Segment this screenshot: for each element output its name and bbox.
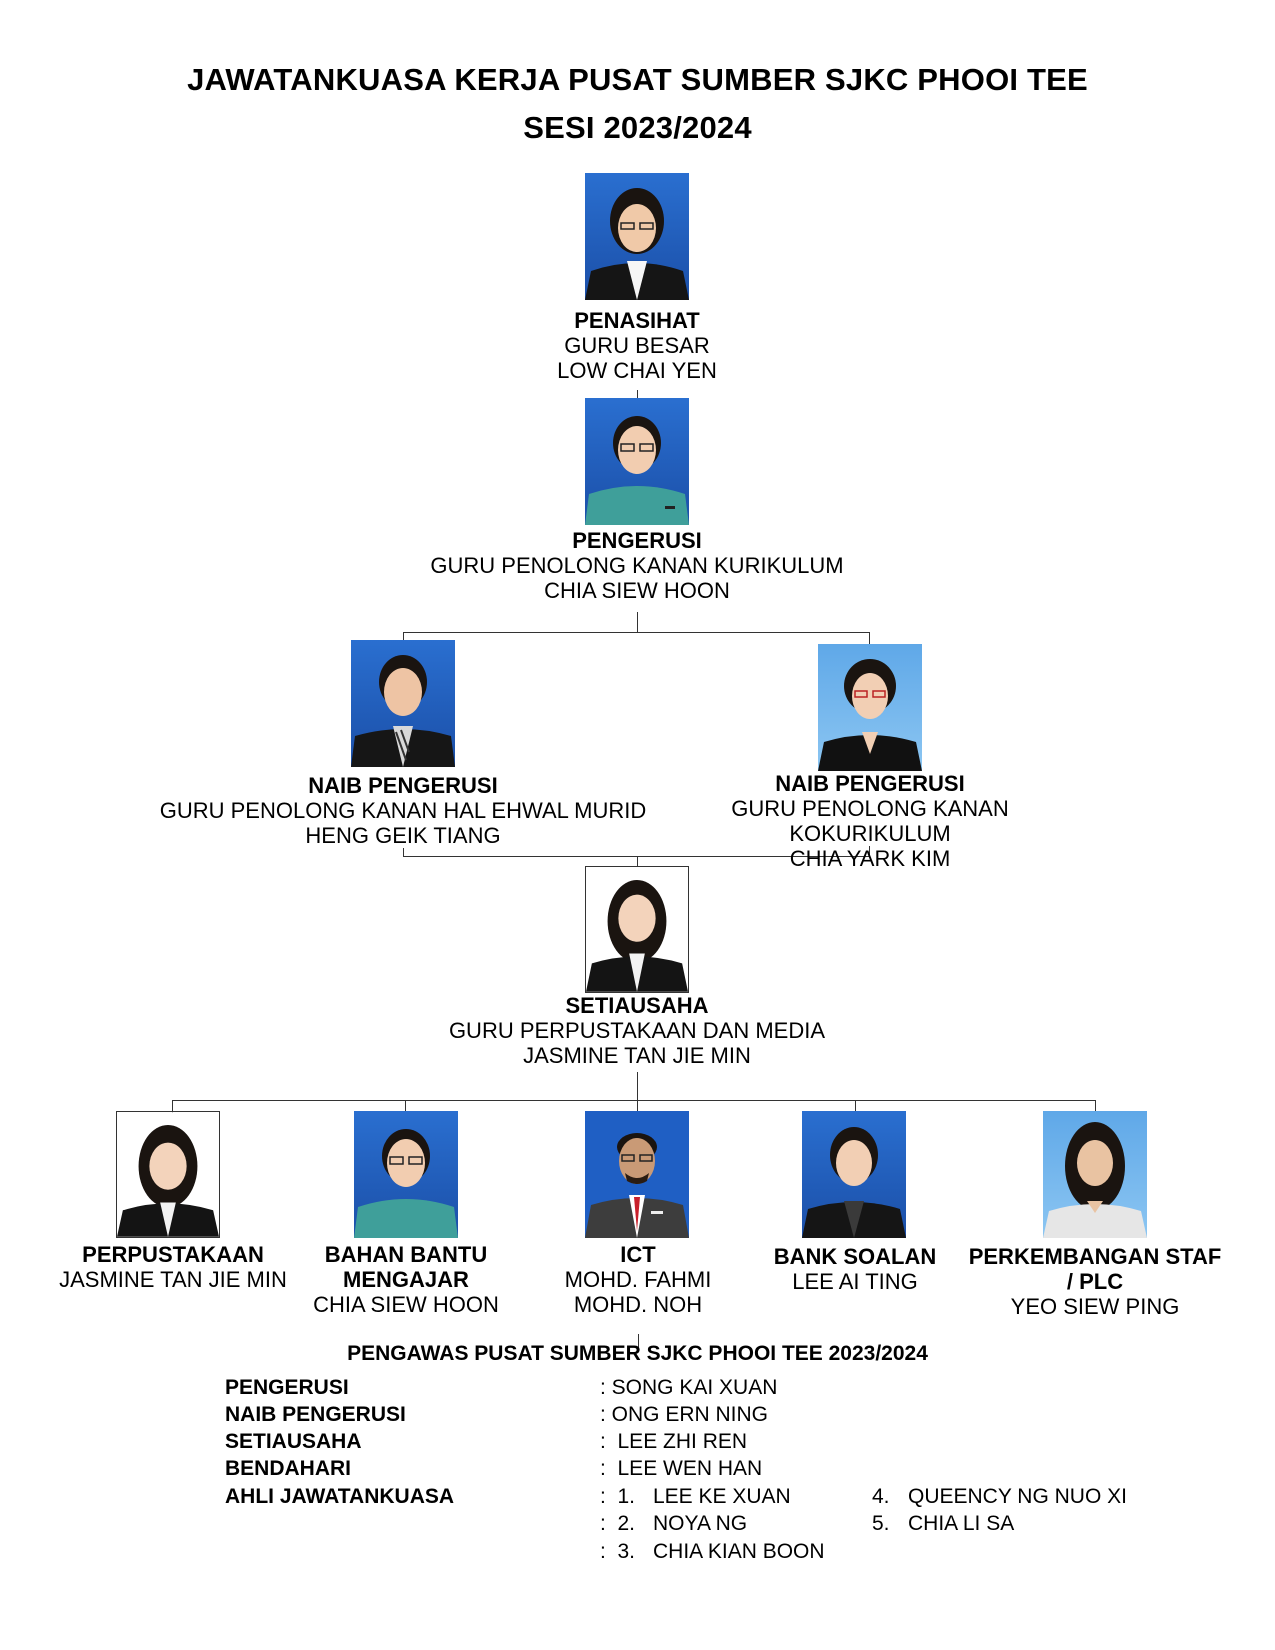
page-title: JAWATANKUASA KERJA PUSAT SUMBER SJKC PHOOI TEE (187, 62, 1088, 97)
connector-line (172, 1100, 1096, 1101)
post-label: GURU BESAR (564, 333, 710, 358)
bahan-bantu-mengajar-block (306, 1242, 506, 1317)
post-label: GURU PENOLONG KANAN KURIKULUM (430, 553, 844, 578)
member-number: : 3. (600, 1540, 636, 1563)
pengawas-title: PENGAWAS PUSAT SUMBER SJKC PHOOI TEE 2023/2024 (347, 1342, 928, 1365)
role-label: ICT (620, 1242, 656, 1267)
bank-soalan-photo (802, 1111, 906, 1238)
naib-pengerusi-2-photo (818, 644, 922, 771)
role-label: BAHAN BANTU (324, 1242, 488, 1267)
connector-line (403, 848, 404, 856)
member-number: : 2. (600, 1512, 636, 1535)
setiausaha-block (387, 993, 887, 1068)
perpustakaan-photo (116, 1111, 220, 1238)
row-label: PENGERUSI (225, 1376, 349, 1399)
person-name: MOHD. NOH (573, 1292, 703, 1317)
member-number: 4. (872, 1485, 890, 1508)
post-label: GURU PENOLONG KANAN HAL EHWAL MURID (159, 798, 647, 823)
pengerusi-photo (585, 398, 689, 525)
post-label: GURU PENOLONG KANAN KOKURIKULUM (731, 796, 1009, 846)
penasihat-photo (585, 173, 689, 300)
bahan-bantu-mengajar-photo (354, 1111, 458, 1238)
connector-line (869, 632, 870, 644)
naib-pengerusi-1-block (153, 773, 653, 848)
row-label: NAIB PENGERUSI (225, 1403, 406, 1426)
naib-pengerusi-1-photo (351, 640, 455, 767)
role-label: / PLC (1066, 1269, 1124, 1294)
role-label: PERPUSTAKAAN (82, 1242, 264, 1267)
role-label: MENGAJAR (343, 1267, 469, 1292)
role-label: SETIAUSAHA (565, 993, 709, 1018)
role-label: PENASIHAT (574, 308, 700, 333)
penasihat-block (437, 308, 837, 383)
setiausaha-photo (585, 866, 689, 993)
member-name: CHIA KIAN BOON (653, 1540, 825, 1563)
ict-photo (585, 1111, 689, 1238)
person-name: JASMINE TAN JIE MIN (59, 1267, 287, 1292)
connector-line (403, 632, 870, 633)
member-name: LEE KE XUAN (653, 1485, 791, 1508)
row-value: : SONG KAI XUAN (600, 1376, 778, 1399)
role-label: PERKEMBANGAN STAF (968, 1244, 1222, 1269)
role-label: NAIB PENGERUSI (775, 771, 965, 796)
naib-pengerusi-2-block (650, 771, 1090, 871)
person-name: YEO SIEW PING (1010, 1294, 1180, 1319)
member-number: : 1. (600, 1485, 636, 1508)
member-name: QUEENCY NG NUO XI (908, 1485, 1127, 1508)
row-label: BENDAHARI (225, 1457, 351, 1480)
perkembangan-staf-photo (1043, 1111, 1147, 1238)
member-name: NOYA NG (653, 1512, 748, 1535)
role-label: NAIB PENGERUSI (308, 773, 498, 798)
row-value: : LEE WEN HAN (600, 1457, 763, 1480)
row-value: : LEE ZHI REN (600, 1430, 748, 1453)
ict-block (538, 1242, 738, 1317)
perpustakaan-block (53, 1242, 293, 1292)
perkembangan-staf-block (965, 1244, 1225, 1319)
person-name: HENG GEIK TIANG (305, 823, 501, 848)
person-name: CHIA SIEW HOON (544, 578, 730, 603)
row-label: AHLI JAWATANKUASA (225, 1485, 455, 1508)
member-name: CHIA LI SA (908, 1512, 1015, 1535)
person-name: LOW CHAI YEN (557, 358, 717, 383)
person-name: CHIA YARK KIM (789, 846, 951, 871)
person-name: LEE AI TING (792, 1269, 918, 1294)
row-value: : ONG ERN NING (600, 1403, 769, 1426)
row-label: SETIAUSAHA (225, 1430, 362, 1453)
connector-line (637, 612, 638, 632)
connector-line (637, 856, 638, 866)
role-label: BANK SOALAN (773, 1244, 937, 1269)
person-name: MOHD. FAHMI (564, 1267, 712, 1292)
page-subtitle: SESI 2023/2024 (523, 110, 752, 145)
member-number: 5. (872, 1512, 890, 1535)
person-name: CHIA SIEW HOON (313, 1292, 499, 1317)
connector-line (637, 390, 638, 398)
role-label: PENGERUSI (572, 528, 702, 553)
pengerusi-block (387, 528, 887, 603)
post-label: GURU PERPUSTAKAAN DAN MEDIA (448, 1018, 826, 1043)
bank-soalan-block (755, 1244, 955, 1294)
person-name: JASMINE TAN JIE MIN (523, 1043, 751, 1068)
connector-line (403, 632, 404, 640)
